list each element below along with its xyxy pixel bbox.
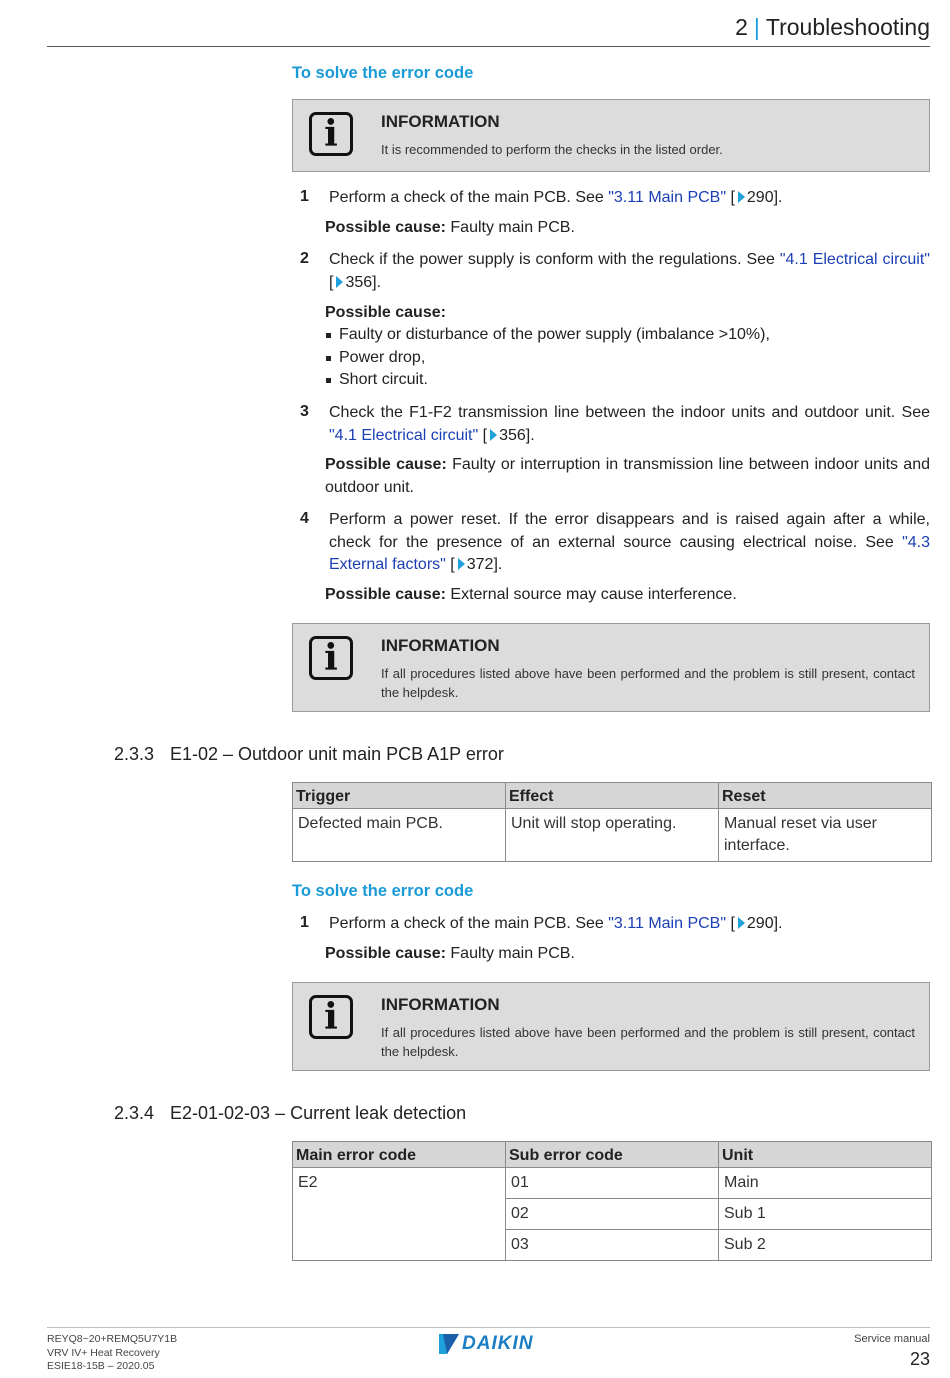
cause-list [325,324,930,392]
info-text: If all procedures listed above have been performed and the problem is still present, contact the helpdesk. [381,666,915,700]
cause-label: Possible cause: [325,586,446,603]
daikin-logo-icon [439,1334,459,1354]
page-number: 23 [909,1349,930,1369]
step-instruction: Check if the power supply is conform with the regulations. See [329,251,780,268]
possible-cause [325,943,930,966]
info-title: INFORMATION [381,636,500,655]
step-text: Check if the power supply is conform with the regulations. See "4.1 Electrical circuit" [ 356]. [329,251,930,291]
page-header [735,14,930,41]
cross-reference-link[interactable]: "3.11 Main PCB" [608,189,727,206]
list-item: Power drop, [325,347,930,370]
step-number: 3 [300,403,309,420]
section-title: E1-02 – Outdoor unit main PCB A1P error [170,744,504,764]
table-row [293,809,932,862]
brand-name: DAIKIN [462,1333,534,1354]
possible-cause [325,217,930,240]
info-box [292,982,930,1071]
page-arrow-icon [336,276,343,288]
table-cell: 03 [506,1230,719,1261]
table-row [293,1168,932,1199]
cause-text: Faulty main PCB. [450,219,575,236]
cross-reference-link[interactable]: "4.3 External factors" [329,533,930,573]
info-title: INFORMATION [381,995,500,1014]
step-number: 1 [300,188,309,205]
cause-label: Possible cause: [325,456,447,473]
step-instruction: Perform a power reset. If the error disappears and is raised again after a while, check for the presence of an external source causing electrical noise. See [329,511,930,551]
model-code: REYQ8~20+REMQ5U7Y1B [47,1333,178,1345]
cause-label: Possible cause: [325,945,446,962]
header-separator: | [753,14,760,40]
possible-cause [325,302,930,325]
table-header-row [293,783,932,809]
table-cell: Unit will stop operating. [506,809,719,862]
step-number: 1 [300,914,309,931]
step-instruction: Check the F1-F2 transmission line between the indoor units and outdoor unit. See [329,404,930,421]
info-title: INFORMATION [381,112,500,131]
step-text: Check the F1-F2 transmission line between the indoor units and outdoor unit. See "4.1 Electrical circuit" [ 356]. [329,404,930,444]
possible-cause [325,584,930,607]
product-name: VRV IV+ Heat Recovery [47,1346,160,1359]
section-number: 2.3.3 [114,744,155,764]
table-cell: Sub 2 [719,1230,932,1261]
cross-reference-link[interactable]: "3.11 Main PCB" [608,915,727,932]
section-heading [114,744,504,765]
step-instruction: Perform a check of the main PCB. See [329,915,609,932]
page-arrow-icon [490,429,497,441]
table-cell: Sub 1 [719,1199,932,1230]
cause-label: Possible cause: [325,219,446,236]
page-ref: 290 [746,189,774,206]
footer-rule [47,1327,930,1328]
page-ref: 356 [499,426,526,444]
table-cell: Defected main PCB. [293,809,506,862]
error-code-table [292,1141,932,1261]
step-text: Perform a check of the main PCB. See "3.11 Main PCB" [ 290]. [329,915,783,932]
info-text: It is recommended to perform the checks in the listed order. [381,142,723,157]
column-header: Effect [506,783,719,809]
cause-text: External source may cause interference. [450,586,737,603]
info-icon: i [309,995,353,1039]
cause-label: Possible cause: [325,304,446,321]
info-icon: i [309,112,353,156]
cause-text: Faulty or interruption in transmission line between indoor units and outdoor unit. [325,456,930,496]
section-heading [114,1103,466,1124]
chapter-title: Troubleshooting [765,14,930,40]
cross-reference-link[interactable]: "4.1 Electrical circuit" [329,426,479,444]
column-header: Unit [719,1142,932,1168]
info-box [292,623,930,712]
page-arrow-icon [458,558,465,570]
column-header: Sub error code [506,1142,719,1168]
step-number: 2 [300,250,309,267]
table-cell: 01 [506,1168,719,1199]
column-header: Trigger [293,783,506,809]
column-header: Reset [719,783,932,809]
step-instruction: Perform a check of the main PCB. See [329,189,609,206]
list-item: Short circuit. [325,369,930,392]
header-rule [47,46,930,47]
cause-text: Faulty main PCB. [450,945,575,962]
page-arrow-icon [738,917,745,929]
possible-cause [325,454,930,499]
info-icon: i [309,636,353,680]
solve-label: To solve the error code [292,882,474,900]
info-text: If all procedures listed above have been performed and the problem is still present, contact the helpdesk. [381,1025,915,1059]
footer-doc-info [47,1333,177,1374]
list-item: Faulty or disturbance of the power supply (imbalance >10%), [325,324,930,347]
page-arrow-icon [738,191,745,203]
table-cell: Main [719,1168,932,1199]
section-number: 2.3.4 [114,1103,155,1123]
main-code-cell: E2 [293,1168,506,1261]
section-title: E2-01-02-03 – Current leak detection [170,1103,467,1123]
doc-number: ESIE18-15B – 2020.05 [47,1360,155,1372]
info-box [292,99,930,172]
table-cell: 02 [506,1199,719,1230]
table-cell: Manual reset via user interface. [719,809,932,862]
page-ref: 356 [345,273,373,291]
page-ref: 290 [746,915,774,932]
cross-reference-link[interactable]: "4.1 Electrical circuit" [779,251,930,268]
step-text: Perform a check of the main PCB. See "3.11 Main PCB" [ 290]. [329,189,783,206]
page-ref: 372 [466,556,494,573]
step-text: Perform a power reset. If the error disappears and is raised again after a while, check for the presence of an external source causing electrical noise. See "4.3 External factors" [ 372]. [329,511,930,573]
doc-type: Service manual [854,1333,930,1345]
chapter-number: 2 [735,14,748,40]
step-number: 4 [300,510,309,527]
solve-label: To solve the error code [292,64,474,82]
error-table [292,782,932,862]
daikin-logo [439,1333,533,1355]
column-header: Main error code [293,1142,506,1168]
table-header-row [293,1142,932,1168]
